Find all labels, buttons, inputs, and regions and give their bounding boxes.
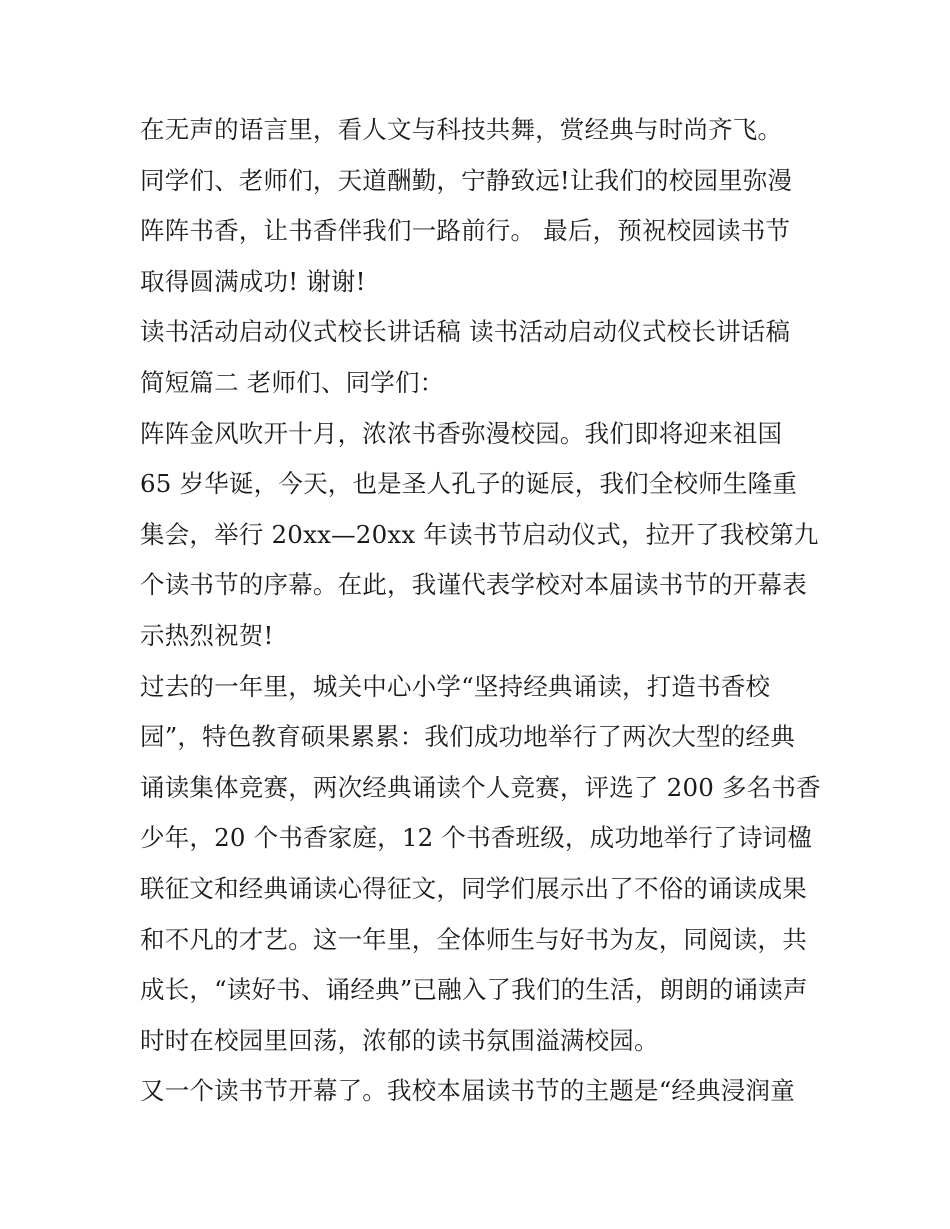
text-line: 和不凡的才艺。这一年里，全体师生与好书为友，同阅读，共: [140, 924, 807, 954]
text-line: 个读书节的序幕。在此，我谨代表学校对本届读书节的开幕表: [140, 570, 807, 600]
text-line: 又一个读书节开幕了。我校本届读书节的主题是“经典浸润童: [140, 1076, 795, 1106]
text-line: 少年，20 个书香家庭，12 个书香班级，成功地举行了诗词楹: [140, 823, 812, 853]
text-line: 联征文和经典诵读心得征文，同学们展示出了不俗的诵读成果: [140, 873, 807, 903]
text-line: 阵阵金风吹开十月，浓浓书香弥漫校园。我们即将迎来祖国: [140, 418, 783, 448]
text-line: 园”，特色教育硕果累累：我们成功地举行了两次大型的经典: [140, 722, 795, 752]
text-line: 成长，“读好书、诵经典”已融入了我们的生活，朗朗的诵读声: [140, 975, 808, 1005]
text-line: 过去的一年里，城关中心小学“坚持经典诵读，打造书香校: [140, 671, 771, 701]
document-body: [140, 105, 821, 1117]
text-line: 集会，举行 20xx—20xx 年读书节启动仪式，拉开了我校第九: [140, 519, 819, 549]
text-line: 同学们、老师们，天道酬勤，宁静致远!让我们的校园里弥漫: [140, 165, 793, 195]
text-line: 时时在校园里回荡，浓郁的读书氛围溢满校园。: [140, 1025, 659, 1055]
text-line: 在无声的语言里，看人文与科技共舞，赏经典与时尚齐飞。: [140, 115, 783, 144]
text-line: 读书活动启动仪式校长讲话稿 读书活动启动仪式校长讲话稿: [140, 317, 791, 347]
text-line: 65 岁华诞，今天，也是圣人孔子的诞辰，我们全校师生隆重: [140, 469, 798, 499]
text-line: 诵读集体竞赛，两次经典诵读个人竞赛，评选了 200 多名书香: [140, 772, 821, 802]
text-line: 示热烈祝贺!: [140, 620, 274, 650]
text-line: 简短篇二 老师们、同学们：: [140, 367, 445, 397]
text-line: 取得圆满成功! 谢谢!: [140, 266, 366, 296]
text-line: 阵阵书香，让书香伴我们一路前行。 最后，预祝校园读书节: [140, 216, 791, 246]
